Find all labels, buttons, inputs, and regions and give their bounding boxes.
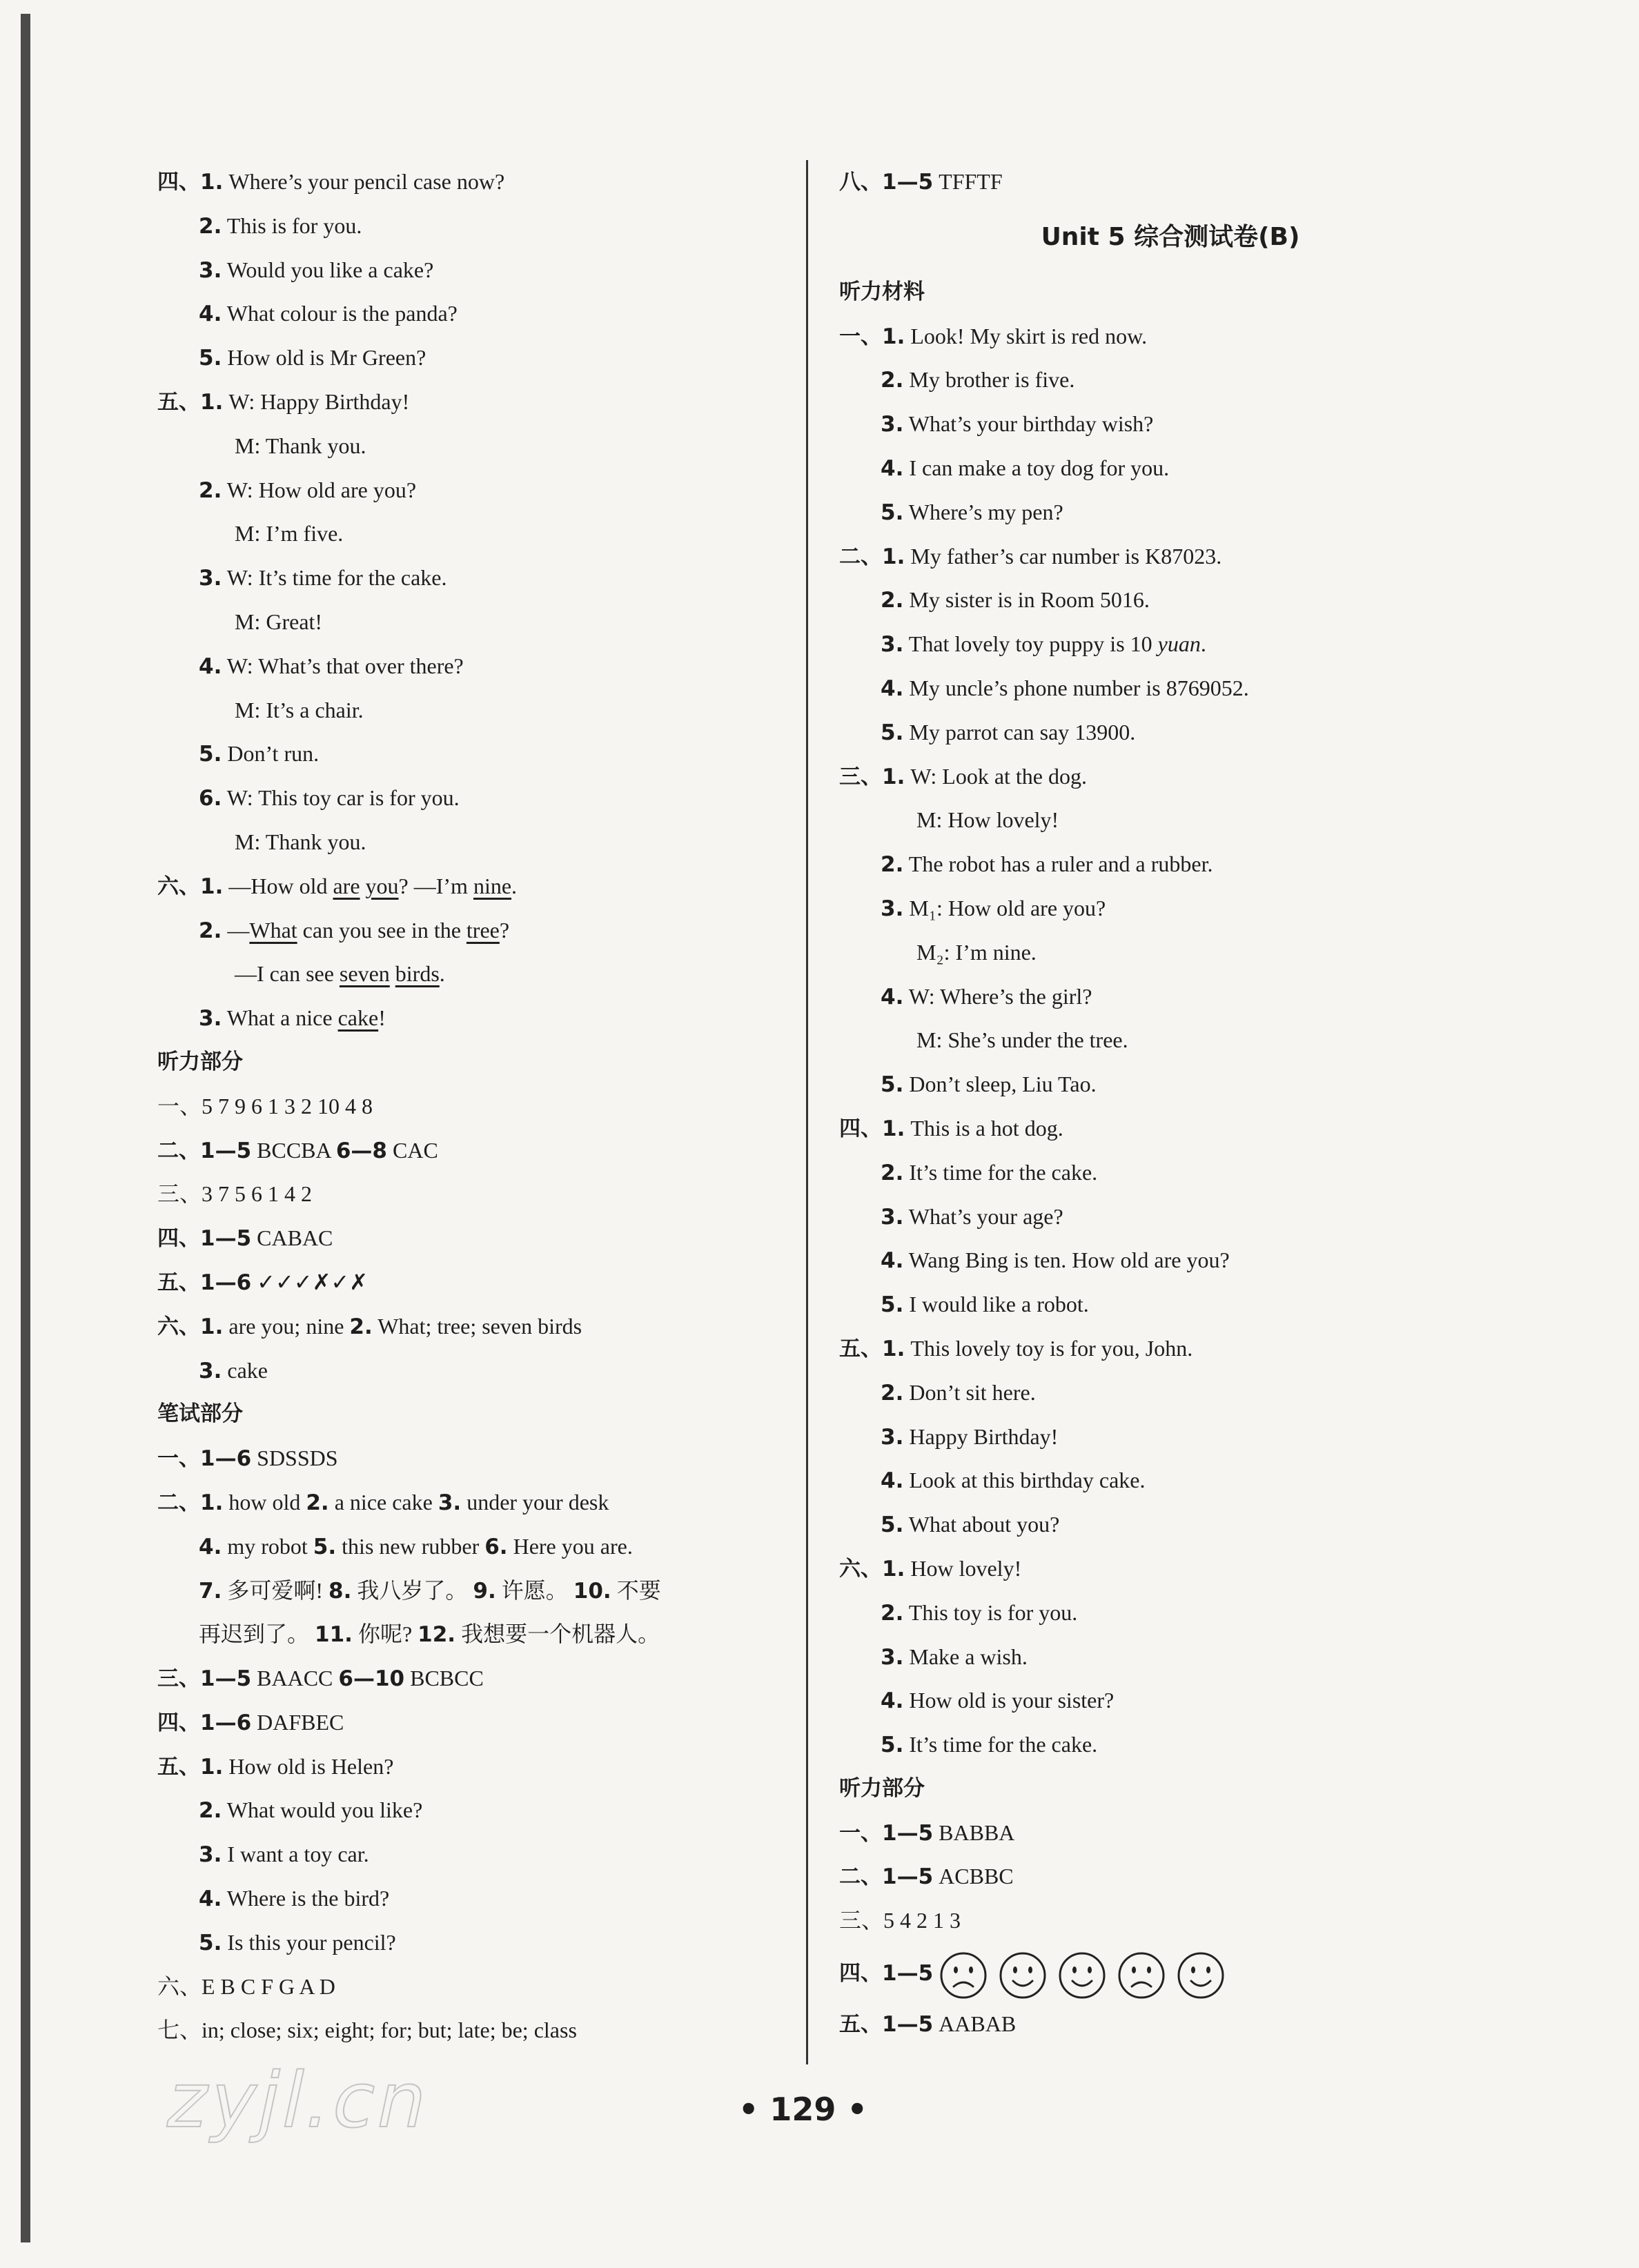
answer-line: 5. How old is Mr Green? bbox=[199, 345, 426, 371]
script-line: 4. Wang Bing is ten. How old are you? bbox=[881, 1248, 1230, 1274]
script-line: M: How lovely! bbox=[916, 807, 1059, 833]
sad-face-icon bbox=[1117, 1951, 1166, 2000]
answer-line: 一、5 7 9 6 1 3 2 10 4 8 bbox=[157, 1093, 373, 1118]
script-line: 4. I can make a toy dog for you. bbox=[881, 455, 1170, 481]
answer-line: 4. Where is the bird? bbox=[199, 1886, 390, 1912]
answer-line: 七、in; close; six; eight; for; but; late; be; class bbox=[157, 2018, 577, 2043]
answer-line: 三、5 4 2 1 3 bbox=[839, 1908, 961, 1933]
dialogue-line: 五、1. W: Happy Birthday! bbox=[157, 388, 410, 415]
right-column bbox=[839, 160, 1502, 2047]
script-line: 5. It’s time for the cake. bbox=[881, 1732, 1098, 1758]
script-line: 五、1. This lovely toy is for you, John. bbox=[839, 1335, 1193, 1361]
left-column bbox=[157, 160, 778, 2053]
smiley-face-icon bbox=[1176, 1951, 1226, 2000]
answer-line: 3. Would you like a cake? bbox=[199, 257, 434, 283]
sad-face-icon bbox=[939, 1951, 988, 2000]
answer-line: 4. my robot 5. this new rubber 6. Here you are. bbox=[199, 1533, 633, 1559]
script-line: 2. Don’t sit here. bbox=[881, 1379, 1036, 1406]
script-line: 2. My brother is five. bbox=[881, 367, 1075, 393]
script-line: 四、1. This is a hot dog. bbox=[839, 1115, 1063, 1141]
dialogue-line: M: I’m five. bbox=[235, 521, 344, 546]
dialogue-line: M: Thank you. bbox=[235, 433, 366, 458]
script-line: 4. Look at this birthday cake. bbox=[881, 1468, 1146, 1494]
answer-line: 三、3 7 5 6 1 4 2 bbox=[157, 1181, 313, 1207]
answer-line: 四、1—5 CABAC bbox=[157, 1225, 333, 1252]
answer-line: 六、E B C F G A D bbox=[157, 1973, 335, 1999]
answer-line: 五、1. How old is Helen? bbox=[157, 1753, 394, 1779]
answer-line: 二、1. how old 2. a nice cake 3. under your desk bbox=[157, 1489, 609, 1515]
fill-blank-line: —I can see seven birds. bbox=[235, 961, 445, 987]
answer-line: 一、1—5 BABBA bbox=[839, 1820, 1015, 1846]
script-line: 5. Don’t sleep, Liu Tao. bbox=[881, 1072, 1097, 1098]
answer-line: 八、1—5 TFFTF bbox=[839, 169, 1003, 195]
column-divider bbox=[806, 160, 808, 2064]
script-line: 5. I would like a robot. bbox=[881, 1292, 1089, 1318]
faces-group bbox=[939, 1960, 1235, 1985]
script-line: 一、1. Look! My skirt is red now. bbox=[839, 323, 1148, 349]
answer-line: 再迟到了。 11. 你呢? 12. 我想要一个机器人。 bbox=[199, 1621, 660, 1648]
answer-line: 四、1—6 DAFBEC bbox=[157, 1709, 344, 1735]
dialogue-line: M: Great! bbox=[235, 609, 323, 634]
script-line: 二、1. My father’s car number is K87023. bbox=[839, 543, 1222, 569]
script-line: 4. W: Where’s the girl? bbox=[881, 983, 1092, 1009]
script-line: M: She’s under the tree. bbox=[916, 1027, 1128, 1053]
answer-line: 5. Is this your pencil? bbox=[199, 1929, 396, 1955]
dialogue-line: 2. W: How old are you? bbox=[199, 477, 417, 503]
page-number: • 129 • bbox=[738, 2091, 867, 2128]
script-line: 3. Make a wish. bbox=[881, 1644, 1028, 1670]
script-line: 3. What’s your birthday wish? bbox=[881, 411, 1154, 437]
dialogue-line: 5. Don’t run. bbox=[199, 741, 320, 767]
answer-line: 3. cake bbox=[199, 1357, 268, 1383]
script-line: 5. Where’s my pen? bbox=[881, 499, 1063, 525]
answer-line: 二、1—5 BCCBA 6—8 CAC bbox=[157, 1137, 438, 1163]
section-title: Unit 5 综合测试卷(B) bbox=[1041, 222, 1300, 251]
script-line: 3. That lovely toy puppy is 10 yuan. bbox=[881, 631, 1206, 658]
dialogue-line: M: Thank you. bbox=[235, 829, 366, 854]
dialogue-line: 3. W: It’s time for the cake. bbox=[199, 565, 447, 591]
dialogue-line: 4. W: What’s that over there? bbox=[199, 653, 464, 679]
answer-line: 三、1—5 BAACC 6—10 BCBCC bbox=[157, 1666, 484, 1692]
script-line: 六、1. How lovely! bbox=[839, 1555, 1022, 1581]
smiley-face-icon bbox=[998, 1951, 1048, 2000]
answer-line: 二、1—5 ACBBC bbox=[839, 1864, 1014, 1890]
answer-line: 五、1—5 AABAB bbox=[839, 2011, 1017, 2038]
answer-line: 7. 多可爱啊! 8. 我八岁了。 9. 许愿。 10. 不要 bbox=[199, 1577, 661, 1604]
script-line: 4. How old is your sister? bbox=[881, 1688, 1115, 1714]
answer-line: 3. I want a toy car. bbox=[199, 1842, 369, 1868]
section-header-material: 听力材料 bbox=[839, 279, 925, 304]
scan-edge bbox=[21, 14, 30, 2242]
answer-line: 2. This is for you. bbox=[199, 213, 362, 239]
fill-blank-line: 六、1. —How old are you? —I’m nine. bbox=[157, 873, 518, 899]
script-line: 3. What’s your age? bbox=[881, 1203, 1063, 1230]
answer-line-faces: 四、1—5 bbox=[839, 1943, 1502, 2002]
answer-line: 五、1—6 ✓✓✓✗✓✗ bbox=[157, 1269, 369, 1295]
answer-line: 四、1. Where’s your pencil case now? bbox=[157, 169, 505, 195]
script-line: 5. My parrot can say 13900. bbox=[881, 719, 1136, 745]
smiley-face-icon bbox=[1057, 1951, 1107, 2000]
script-line: 3. M₁: How old are you? bbox=[881, 895, 1106, 921]
answer-line: 一、1—6 SDSSDS bbox=[157, 1446, 338, 1472]
script-line: 三、1. W: Look at the dog. bbox=[839, 763, 1087, 789]
script-line: 3. Happy Birthday! bbox=[881, 1423, 1059, 1450]
script-line: M₂: I’m nine. bbox=[916, 939, 1037, 965]
script-line: 2. This toy is for you. bbox=[881, 1599, 1078, 1626]
fill-blank-line: 3. What a nice cake! bbox=[199, 1005, 386, 1032]
answer-line: 六、1. are you; nine 2. What; tree; seven birds bbox=[157, 1313, 582, 1339]
answer-line: 2. What would you like? bbox=[199, 1797, 423, 1824]
fill-blank-line: 2. —What can you see in the tree? bbox=[199, 917, 510, 943]
script-line: 4. My uncle’s phone number is 8769052. bbox=[881, 675, 1249, 701]
dialogue-line: 6. W: This toy car is for you. bbox=[199, 785, 460, 811]
section-header-written: 笔试部分 bbox=[157, 1401, 243, 1427]
section-header-listening: 听力部分 bbox=[157, 1049, 243, 1074]
script-line: 2. It’s time for the cake. bbox=[881, 1159, 1098, 1185]
script-line: 5. What about you? bbox=[881, 1512, 1060, 1538]
dialogue-line: M: It’s a chair. bbox=[235, 697, 364, 722]
script-line: 2. My sister is in Room 5016. bbox=[881, 587, 1150, 613]
script-line: 2. The robot has a ruler and a rubber. bbox=[881, 851, 1213, 878]
watermark: zyjl.cn bbox=[159, 2056, 439, 2144]
section-header-listening: 听力部分 bbox=[839, 1775, 925, 1801]
answer-line: 4. What colour is the panda? bbox=[199, 301, 458, 327]
